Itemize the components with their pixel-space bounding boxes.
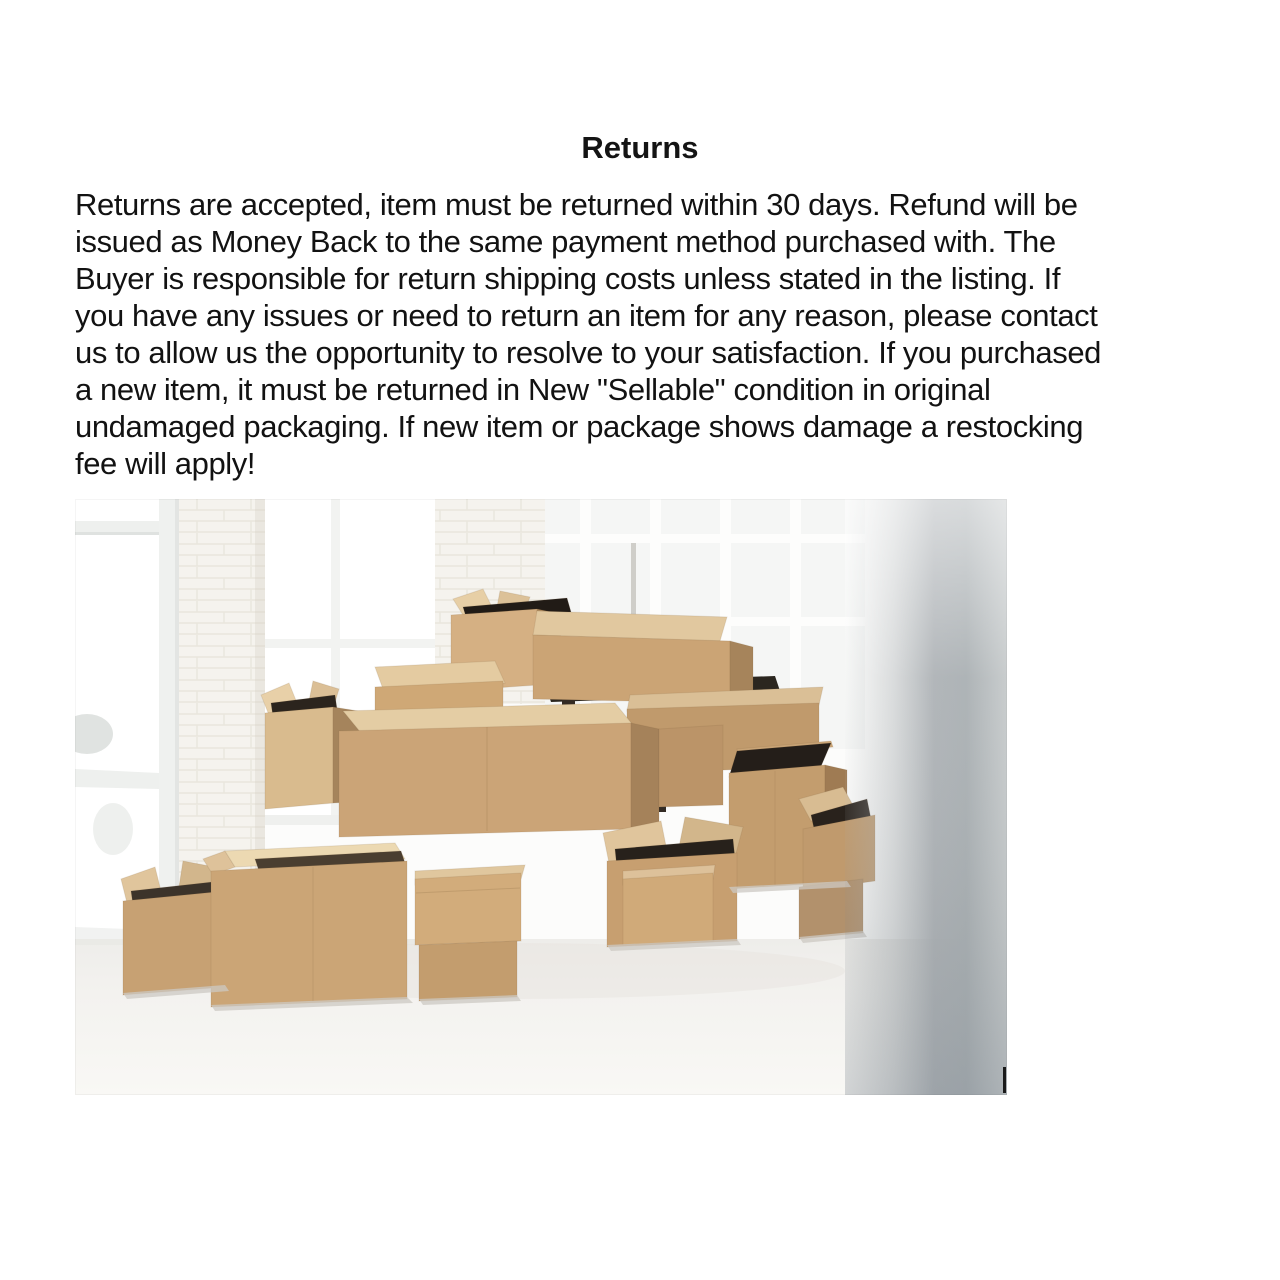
- boxes-photo: [75, 499, 1007, 1095]
- cardboard-box: [659, 725, 723, 807]
- boxes-photo-graphic: [75, 499, 1007, 1095]
- text-cursor: [1003, 1067, 1006, 1093]
- policy-line: issued as Money Back to the same payment method purchased with. The: [75, 224, 1056, 259]
- cardboard-box: [623, 865, 715, 945]
- policy-line: fee will apply!: [75, 446, 256, 481]
- returns-policy-text: [75, 186, 1101, 482]
- cardboard-box: [415, 865, 525, 945]
- window-post: [159, 499, 176, 941]
- policy-line: a new item, it must be returned in New "Sellable" condition in original: [75, 372, 991, 407]
- policy-line: Buyer is responsible for return shipping costs unless stated in the listing. If: [75, 261, 1061, 296]
- cardboard-box: [339, 703, 659, 837]
- tree-silhouette: [93, 803, 133, 855]
- policy-line: undamaged packaging. If new item or package shows damage a restocking: [75, 409, 1084, 444]
- cardboard-box-open: [203, 843, 407, 1007]
- policy-line: you have any issues or need to return an item for any reason, please contact: [75, 298, 1098, 333]
- page-title: Returns: [581, 129, 699, 165]
- cardboard-box: [419, 941, 517, 1001]
- blur-band: [845, 499, 1007, 1095]
- policy-line: us to allow us the opportunity to resolve to your satisfaction. If you purchased: [75, 335, 1102, 370]
- policy-line: Returns are accepted, item must be returned within 30 days. Refund will be: [75, 187, 1078, 222]
